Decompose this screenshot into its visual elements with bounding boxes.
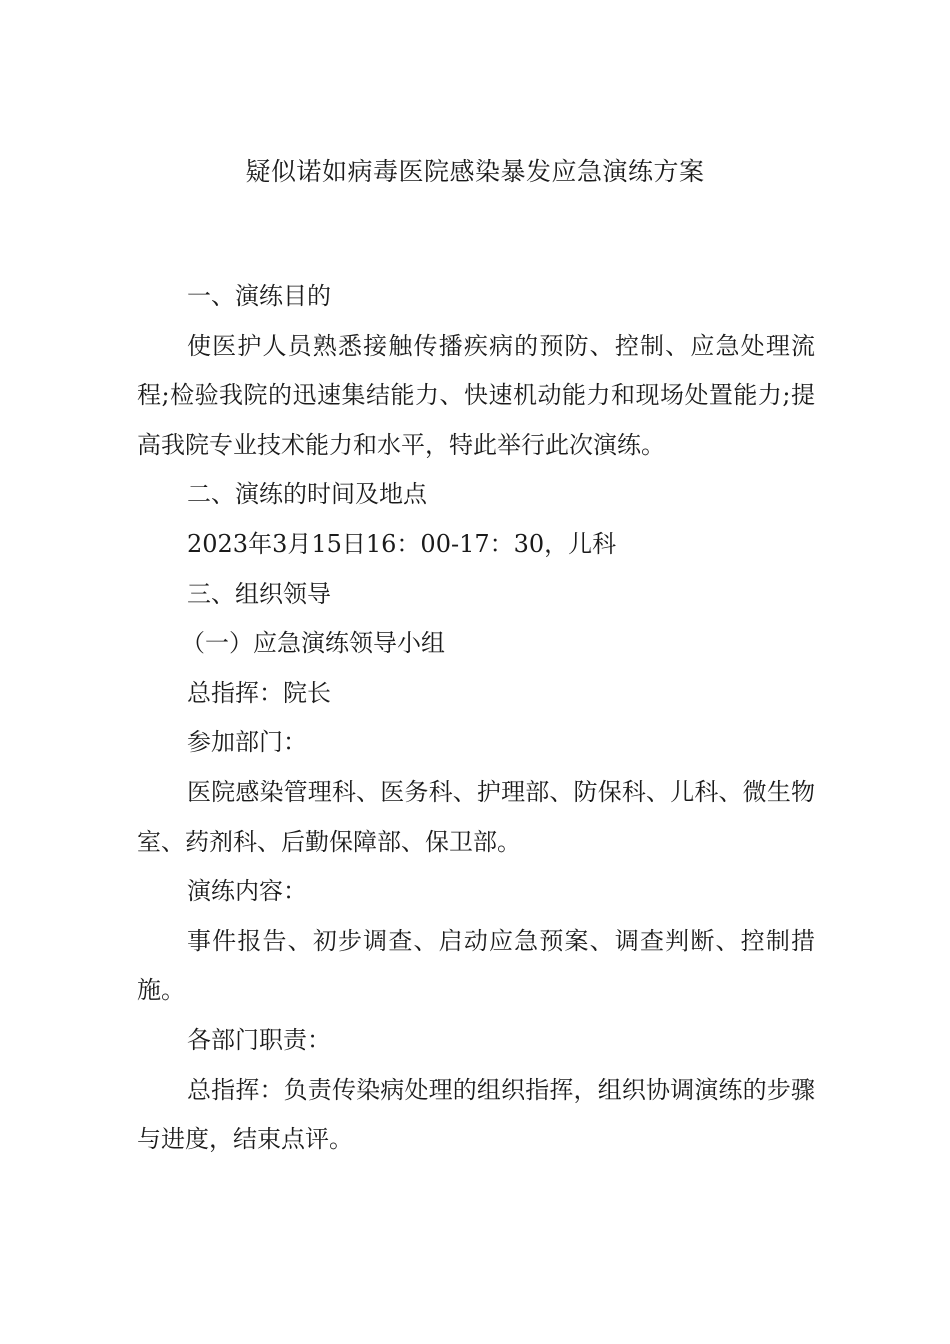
document-body — [137, 272, 815, 1165]
subsection-heading-leadership-group: （一）应急演练领导小组 — [181, 629, 445, 658]
section-heading-purpose: 一、演练目的 — [187, 282, 331, 310]
section-heading-time-place: 二、演练的时间及地点 — [187, 480, 427, 509]
label-responsibilities: 各部门职责： — [187, 1025, 331, 1054]
paragraph-drill-content: 事件报告、初步调查、启动应急预案、调查判断、控制措施。 — [137, 926, 815, 1005]
paragraph-commander-duty: 总指挥：负责传染病处理的组织指挥，组织协调演练的步骤与进度，结束点评。 — [137, 1075, 815, 1154]
label-drill-content: 演练内容： — [187, 877, 307, 906]
document-title: 疑似诺如病毒医院感染暴发应急演练方案 — [245, 157, 705, 186]
paragraph-purpose: 使医护人员熟悉接触传播疾病的预防、控制、应急处理流程;检验我院的迅速集结能力、快速机动能力和现场处置能力;提高我院专业技术能力和水平，特此举行此次演练。 — [137, 331, 815, 459]
label-departments: 参加部门： — [187, 728, 307, 757]
paragraph-commander: 总指挥：院长 — [187, 678, 331, 707]
paragraph-departments: 医院感染管理科、医务科、护理部、防保科、儿科、微生物室、药剂科、后勤保障部、保卫部。 — [137, 777, 815, 856]
section-heading-organization: 三、组织领导 — [187, 579, 331, 608]
paragraph-time-place: 2023年3月15日16：00-17：30，儿科 — [187, 529, 617, 558]
